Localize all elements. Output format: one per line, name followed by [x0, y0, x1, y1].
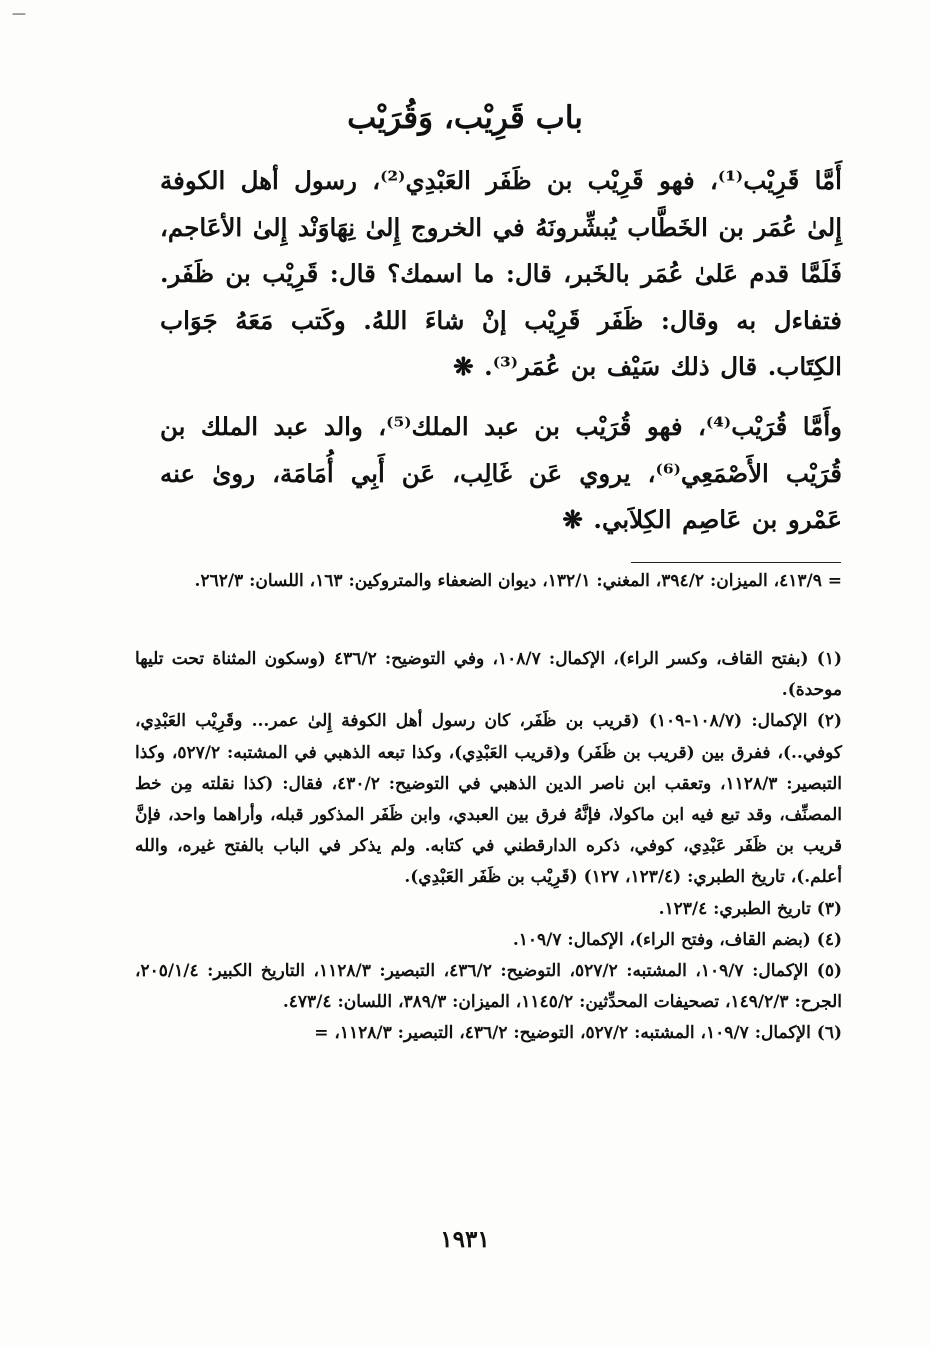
chapter-title: باب قَرِيْب، وَقُرَيْب [347, 100, 583, 136]
footnote-3: (٣) تاريخ الطبري: ١٢٣/٤. [658, 898, 842, 919]
footnote-separator [631, 562, 841, 563]
main-paragraph-1 [160, 158, 842, 391]
footnote-4: (٤) (بضم القاف، وفتح الراء)، الإكمال: ١٠٩/٧. [512, 929, 842, 950]
footnote-2: (٢) الإكمال: (١٠٨/٧-١٠٩) (قريب بن ظَفَر، كان رسول أهل الكوفة إِلىٰ عمر... وقَرِيْب العَبْدِي، كوفي..)، ففرق بين (قريب بن ظَفَر) و(قريب العَبْدِي)، وكذا تبعه الذهبي في المشتبه: ٥٢٧/٢، وكذا التبصير: ١١٢٨/٣، وتعقب ابن ناصر الدين الذهبي في التوضيح: ٤٣٠/٢، فقال: (كذا نقلته مِن خط المصنِّف، وقد تبع فيه ابن ماكولا، فإنَّهُ فرق بين العبدي، وابن ظَفَر المذكور قبله، وأراهما واحد، فإنَّ قريب بن ظَفَر عَبْدِي، كوفي، ذكره الدارقطني في كتابه. ولم يذكر في الباب بالفتح غيره، والله أعلم.)، تاريخ الطبري: (١٢٣/٤، ١٢٧) (قَرِيْب بن ظَفَر العَبْدِي). [135, 711, 843, 888]
main-paragraph-2 [160, 404, 842, 544]
footnote-1: (١) (بفتح القاف، وكسر الراء)، الإكمال: ١٠٨/٧، وفي التوضيح: ٤٣٦/٢ (وسكون المثناة تحت تليها موحدة). [135, 649, 842, 701]
footnote-text: = ٤١٣/٩، الميزان: ٣٩٤/٢، المغني: ١٣٢/١، ديوان الضعفاء والمتروكين: ١٦٣، اللسان: ٢٦٢/٣. [194, 571, 842, 591]
paragraph-text: أَمَّا قَرِيْب⁽¹⁾، فهو قَرِيْب بن ظَفَر العَبْدِي⁽²⁾، رسول أهل الكوفة إِلىٰ عُمَر بن الخَطَّاب يُبشِّرونَهُ في الخروج إِلىٰ نِهَاوَنْد إِلىٰ الأعَاجم، فَلَمَّا قدم عَلىٰ عُمَر بالخَبر، قال: ما اسمك؟ قال: قَرِيْب بن ظَفَر. فتفاءل به وقال: ظَفَر قَرِيْب إنْ شاءَ اللهُ. وكَتب مَعَهُ جَوَاب الكِتَاب. قال ذلك سَيْف بن عُمَر⁽³⁾. ❋ [160, 166, 842, 381]
paragraph-text: وأَمَّا قُرَيْب⁽⁴⁾، فهو قُرَيْب بن عبد الملك⁽⁵⁾، والد عبد الملك بن قُرَيْب الأَصْمَعِي⁽⁶⁾، يروي عَن غَالِب، عَن أَبِي أُمَامَة، روىٰ عنه عَمْرو بن عَاصِم الكِلاَبي. ❋ [160, 412, 843, 534]
footnotes [135, 644, 842, 1050]
footnote-5: (٥) الإكمال: ١٠٩/٧، المشتبه: ٥٢٧/٢، التوضيح: ٤٣٦/٢، التبصير: ١١٢٨/٣، التاريخ الكبير: ٢٠٥/١/٤، الجرح: ١٤٩/٢/٣، تصحيفات المحدِّثين: ١١٤٥/٢، الميزان: ٣٨٩/٣، اللسان: ٤٧٣/٤. [135, 961, 842, 1013]
footnote-6: (٦) الإكمال: ١٠٩/٧، المشتبه: ٥٢٧/٢، التوضيح: ٤٣٦/٢، التبصير: ١١٢٨/٣، = [314, 1023, 842, 1044]
corner-mark: — [12, 6, 26, 22]
footnote-continuation [135, 566, 842, 597]
page-number: ١٩٣١ [440, 1226, 490, 1253]
